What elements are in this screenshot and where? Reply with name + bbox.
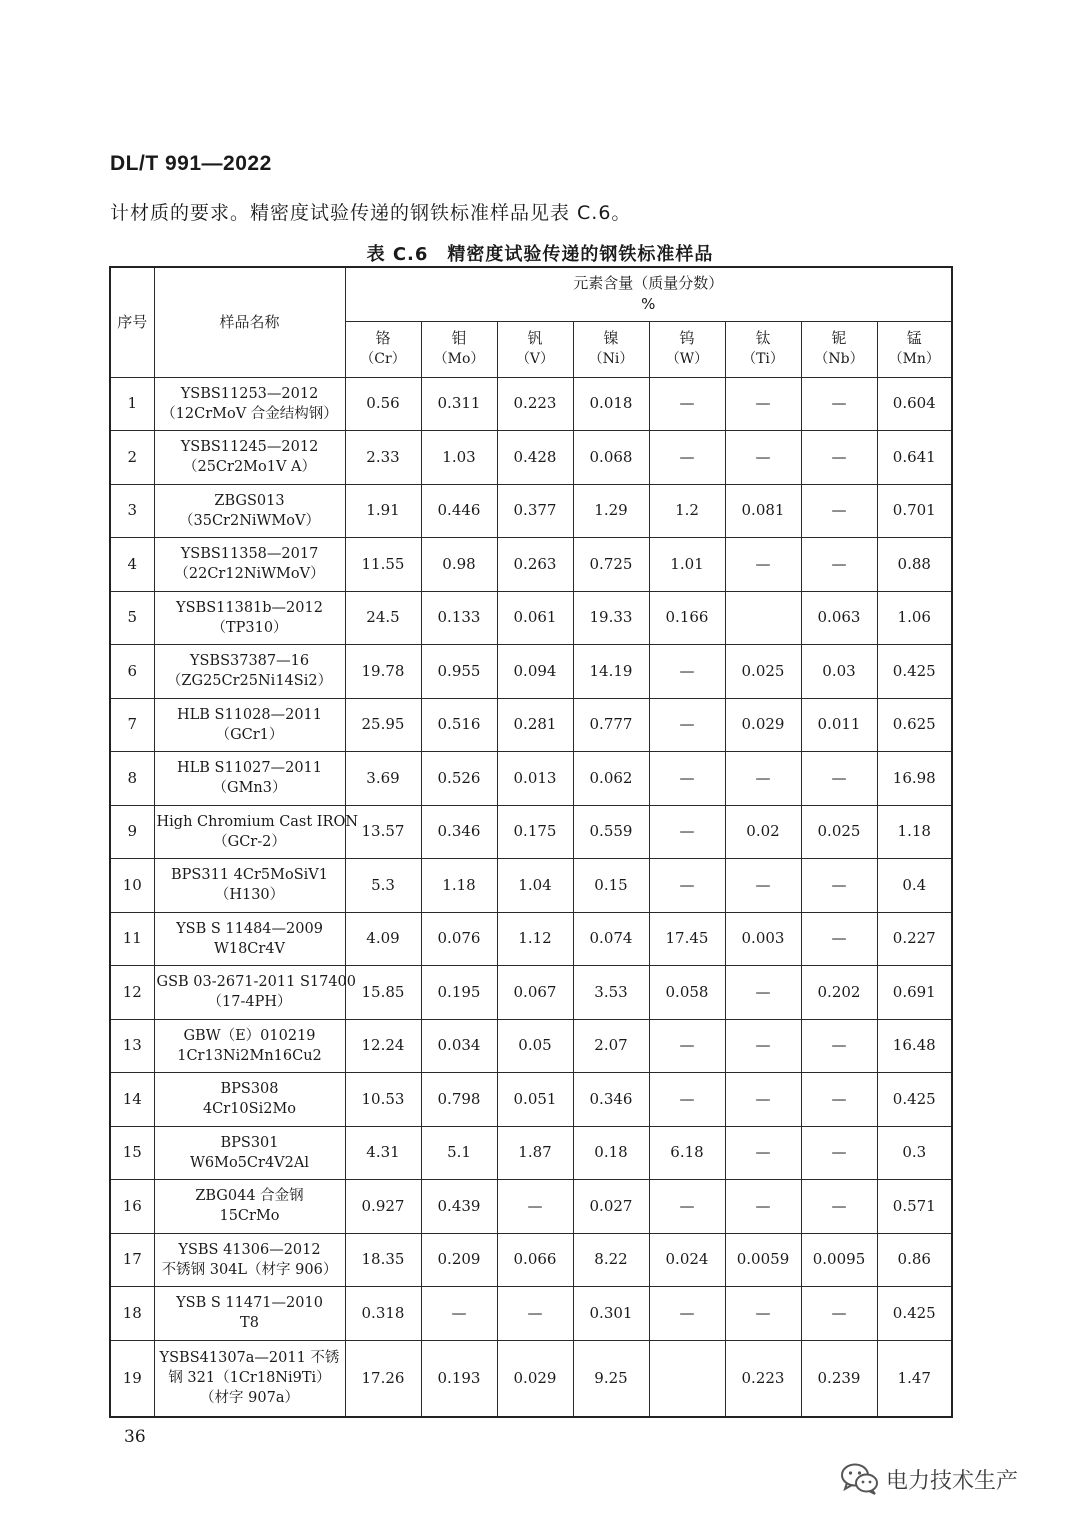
row-value: 17.26: [345, 1340, 421, 1417]
row-value: 0.05: [497, 1019, 573, 1073]
row-value: —: [725, 1073, 801, 1127]
row-value: 11.55: [345, 538, 421, 592]
row-value: 3.69: [345, 752, 421, 806]
row-sample-name: [154, 1180, 345, 1234]
sample-name-line: YSB S 11484—2009: [176, 920, 323, 937]
row-value: 0.011: [801, 698, 877, 752]
row-value: 1.18: [877, 805, 952, 859]
row-value: 0.223: [725, 1340, 801, 1417]
row-value: 0.4: [877, 859, 952, 913]
element-symbol: （Mo）: [433, 351, 485, 367]
sample-name-line: （22Cr12NiWMoV）: [174, 566, 325, 583]
sample-name-line: HLB S11027—2011: [177, 760, 322, 777]
row-value: 0.428: [497, 431, 573, 485]
header-element-content-unit: %: [641, 295, 656, 314]
row-value: 0.018: [573, 377, 649, 431]
element-name: 锰: [906, 329, 922, 347]
row-sample-name: [154, 1233, 345, 1287]
sample-name-line: BPS311 4Cr5MoSiV1: [171, 867, 328, 884]
element-name: 铌: [831, 329, 847, 347]
sample-name-line: BPS301: [220, 1134, 279, 1151]
row-value: 1.47: [877, 1340, 952, 1417]
row-value: 2.07: [573, 1019, 649, 1073]
header-element-content-title: 元素含量（质量分数）: [573, 274, 724, 293]
row-value: —: [497, 1287, 573, 1341]
row-value: —: [801, 484, 877, 538]
row-value: 0.439: [421, 1180, 497, 1234]
row-value: 0.88: [877, 538, 952, 592]
row-value: —: [725, 1180, 801, 1234]
row-value: 4.09: [345, 912, 421, 966]
sample-name-line: （ZG25Cr25Ni14Si2）: [166, 673, 333, 690]
row-seq: 18: [110, 1287, 154, 1341]
row-value: 0.027: [573, 1180, 649, 1234]
row-value: —: [725, 538, 801, 592]
row-value: 16.98: [877, 752, 952, 806]
row-value: 0.625: [877, 698, 952, 752]
sample-name-line: W18Cr4V: [213, 940, 286, 957]
row-value: 0.029: [725, 698, 801, 752]
row-seq: 8: [110, 752, 154, 806]
row-value: 0.98: [421, 538, 497, 592]
table-row: [110, 431, 952, 485]
row-value: 0.223: [497, 377, 573, 431]
row-value: 0.798: [421, 1073, 497, 1127]
row-sample-name: [154, 1126, 345, 1180]
row-value: 0.003: [725, 912, 801, 966]
row-value: 0.094: [497, 645, 573, 699]
row-value: 0.024: [649, 1233, 725, 1287]
row-value: —: [649, 431, 725, 485]
row-value: 8.22: [573, 1233, 649, 1287]
row-sample-name: [154, 859, 345, 913]
table-row: [110, 1233, 952, 1287]
row-value: 0.725: [573, 538, 649, 592]
row-value: 0.202: [801, 966, 877, 1020]
sample-name-line: BPS308: [220, 1081, 279, 1098]
row-value: 0.068: [573, 431, 649, 485]
row-value: 9.25: [573, 1340, 649, 1417]
sample-name-line: 15CrMo: [219, 1208, 280, 1225]
table-row: [110, 912, 952, 966]
row-sample-name: [154, 591, 345, 645]
table-row: [110, 805, 952, 859]
row-value: 0.777: [573, 698, 649, 752]
row-seq: 7: [110, 698, 154, 752]
row-value: 0.927: [345, 1180, 421, 1234]
row-value: —: [725, 1019, 801, 1073]
element-name: 钛: [755, 329, 771, 347]
row-value: 0.193: [421, 1340, 497, 1417]
row-value: 0.0095: [801, 1233, 877, 1287]
table-row: [110, 591, 952, 645]
table-row: [110, 966, 952, 1020]
sample-name-line: T8: [240, 1315, 259, 1332]
row-value: 0.377: [497, 484, 573, 538]
row-value: 0.559: [573, 805, 649, 859]
row-value: 0.02: [725, 805, 801, 859]
row-value: —: [725, 1126, 801, 1180]
row-sample-name: [154, 966, 357, 1020]
row-value: 5.1: [421, 1126, 497, 1180]
sample-name-line: ZBGS013: [214, 492, 285, 509]
row-value: 1.29: [573, 484, 649, 538]
row-value: 0.074: [573, 912, 649, 966]
document-code: DL/T 991—2022: [110, 152, 272, 175]
header-element-7: [877, 321, 952, 377]
header-element-content: [345, 267, 952, 321]
row-value: 0.058: [649, 966, 725, 1020]
sample-name-line: YSBS11253—2012: [180, 385, 319, 402]
table-row: [110, 1340, 952, 1417]
row-seq: 3: [110, 484, 154, 538]
intro-paragraph: 计材质的要求。精密度试验传递的钢铁标准样品见表 C.6。: [110, 202, 632, 224]
row-value: 17.45: [649, 912, 725, 966]
element-symbol: （Ni）: [588, 351, 634, 367]
row-value: —: [801, 538, 877, 592]
row-sample-name: [154, 645, 345, 699]
row-value: 0.311: [421, 377, 497, 431]
header-seq: 序号: [110, 267, 154, 377]
row-value: —: [801, 1019, 877, 1073]
row-value: [649, 1340, 725, 1417]
row-value: —: [649, 859, 725, 913]
row-value: —: [801, 377, 877, 431]
row-value: 0.166: [649, 591, 725, 645]
row-value: 0.0059: [725, 1233, 801, 1287]
header-element-4: [649, 321, 725, 377]
watermark-text: 电力技术生产: [886, 1468, 1019, 1494]
row-seq: 13: [110, 1019, 154, 1073]
row-value: —: [649, 1287, 725, 1341]
sample-name-line: 4Cr10Si2Mo: [202, 1101, 297, 1118]
row-sample-name: [154, 1019, 345, 1073]
row-seq: 11: [110, 912, 154, 966]
row-value: —: [421, 1287, 497, 1341]
row-value: —: [801, 1126, 877, 1180]
row-value: 0.3: [877, 1126, 952, 1180]
table-row: [110, 377, 952, 431]
row-value: 1.06: [877, 591, 952, 645]
row-value: 14.19: [573, 645, 649, 699]
row-value: 19.33: [573, 591, 649, 645]
row-value: 0.029: [497, 1340, 573, 1417]
row-sample-name: [154, 431, 345, 485]
row-value: 25.95: [345, 698, 421, 752]
table-row: [110, 484, 952, 538]
row-value: —: [801, 859, 877, 913]
row-seq: 1: [110, 377, 154, 431]
row-value: 12.24: [345, 1019, 421, 1073]
row-value: —: [649, 1073, 725, 1127]
sample-name-line: ZBG044 合金钢: [195, 1188, 304, 1205]
row-value: —: [497, 1180, 573, 1234]
sample-name-line: （TP310）: [211, 619, 288, 636]
row-value: 0.034: [421, 1019, 497, 1073]
row-value: —: [801, 752, 877, 806]
sample-name-line: GSB 03-2671-2011 S17400: [156, 974, 357, 991]
sample-name-line: （12CrMoV 合金结构钢）: [161, 405, 338, 422]
watermark: [840, 1462, 1018, 1496]
row-value: 0.133: [421, 591, 497, 645]
row-value: 0.691: [877, 966, 952, 1020]
row-seq: 9: [110, 805, 154, 859]
sample-name-line: High Chromium Cast IRON: [156, 813, 359, 830]
row-value: 0.301: [573, 1287, 649, 1341]
row-value: 1.03: [421, 431, 497, 485]
row-value: 0.571: [877, 1180, 952, 1234]
row-value: 0.425: [877, 1073, 952, 1127]
row-value: —: [801, 1287, 877, 1341]
row-value: 1.04: [497, 859, 573, 913]
row-value: —: [649, 752, 725, 806]
table-row: [110, 538, 952, 592]
row-value: 0.526: [421, 752, 497, 806]
row-value: 0.425: [877, 645, 952, 699]
row-value: 1.87: [497, 1126, 573, 1180]
sample-name-line: HLB S11028—2011: [177, 706, 322, 723]
row-value: 0.025: [725, 645, 801, 699]
sample-name-line: W6Mo5Cr4V2Al: [190, 1154, 309, 1171]
standard-samples-table: [109, 266, 953, 1418]
row-value: 0.346: [421, 805, 497, 859]
row-sample-name: [154, 752, 345, 806]
row-value: 15.85: [345, 966, 421, 1020]
row-value: 0.03: [801, 645, 877, 699]
table-row: [110, 1073, 952, 1127]
row-value: 0.516: [421, 698, 497, 752]
row-seq: 16: [110, 1180, 154, 1234]
row-seq: 14: [110, 1073, 154, 1127]
element-name: 铬: [375, 329, 391, 347]
sample-name-line: GBW（E）010219: [183, 1027, 316, 1044]
row-value: 1.01: [649, 538, 725, 592]
row-value: 0.025: [801, 805, 877, 859]
row-value: —: [649, 645, 725, 699]
row-value: 0.076: [421, 912, 497, 966]
table-row: [110, 859, 952, 913]
row-sample-name: [154, 805, 359, 859]
row-value: 19.78: [345, 645, 421, 699]
sample-name-line: 1Cr13Ni2Mn16Cu2: [177, 1047, 322, 1064]
row-value: 0.066: [497, 1233, 573, 1287]
row-value: 0.062: [573, 752, 649, 806]
row-value: —: [649, 698, 725, 752]
row-value: 6.18: [649, 1126, 725, 1180]
header-element-3: [573, 321, 649, 377]
row-value: —: [725, 1287, 801, 1341]
table-row: [110, 752, 952, 806]
row-seq: 17: [110, 1233, 154, 1287]
row-value: 10.53: [345, 1073, 421, 1127]
row-value: —: [725, 752, 801, 806]
sample-name-line: （GCr1）: [215, 726, 284, 743]
element-name: 钒: [527, 329, 543, 347]
row-sample-name: [154, 1340, 345, 1417]
row-value: 13.57: [345, 805, 421, 859]
table-body: [110, 377, 952, 1417]
sample-name-line: （35Cr2NiWMoV）: [179, 512, 320, 529]
row-value: —: [801, 431, 877, 485]
row-value: 0.318: [345, 1287, 421, 1341]
row-sample-name: [154, 484, 345, 538]
table-row: [110, 1126, 952, 1180]
row-sample-name: [154, 1287, 345, 1341]
row-value: 0.063: [801, 591, 877, 645]
row-seq: 4: [110, 538, 154, 592]
row-value: 16.48: [877, 1019, 952, 1073]
sample-name-line: YSB S 11471—2010: [176, 1295, 323, 1312]
table-row: [110, 698, 952, 752]
sample-name-line: （17-4PH）: [207, 994, 292, 1011]
table-row: [110, 1180, 952, 1234]
row-value: 5.3: [345, 859, 421, 913]
row-value: 0.175: [497, 805, 573, 859]
sample-name-line: （材字 907a）: [200, 1390, 299, 1407]
row-value: 0.86: [877, 1233, 952, 1287]
row-value: 0.227: [877, 912, 952, 966]
sample-name-line: YSBS11381b—2012: [176, 599, 323, 616]
row-seq: 6: [110, 645, 154, 699]
element-symbol: （V）: [515, 351, 555, 367]
wechat-icon: [840, 1462, 880, 1496]
row-value: 0.263: [497, 538, 573, 592]
row-value: —: [649, 805, 725, 859]
row-value: —: [801, 1180, 877, 1234]
sample-name-line: （GCr-2）: [213, 833, 286, 850]
row-sample-name: [154, 698, 345, 752]
row-value: [725, 591, 801, 645]
row-value: 4.31: [345, 1126, 421, 1180]
row-value: 3.53: [573, 966, 649, 1020]
row-seq: 10: [110, 859, 154, 913]
header-element-6: [801, 321, 877, 377]
row-value: —: [801, 1073, 877, 1127]
table-row: [110, 645, 952, 699]
row-value: 18.35: [345, 1233, 421, 1287]
row-value: 0.051: [497, 1073, 573, 1127]
row-value: 0.346: [573, 1073, 649, 1127]
row-sample-name: [154, 1073, 345, 1127]
row-value: 0.955: [421, 645, 497, 699]
row-value: 0.013: [497, 752, 573, 806]
sample-name-line: YSBS 41306—2012: [178, 1241, 321, 1258]
row-value: 0.701: [877, 484, 952, 538]
sample-name-line: YSBS41307a—2011 不锈: [159, 1350, 340, 1367]
table-row: [110, 1019, 952, 1073]
row-value: —: [649, 377, 725, 431]
element-name: 钼: [451, 329, 467, 347]
row-seq: 15: [110, 1126, 154, 1180]
row-value: —: [725, 377, 801, 431]
row-value: 2.33: [345, 431, 421, 485]
row-seq: 19: [110, 1340, 154, 1417]
element-name: 钨: [679, 329, 695, 347]
row-value: —: [649, 1180, 725, 1234]
sample-name-line: YSBS11358—2017: [180, 546, 319, 563]
row-value: 0.446: [421, 484, 497, 538]
element-symbol: （Ti）: [742, 351, 784, 367]
row-value: 1.12: [497, 912, 573, 966]
element-symbol: （W）: [665, 351, 709, 367]
row-sample-name: [154, 538, 345, 592]
sample-name-line: 钢 321（1Cr18Ni9Ti）: [168, 1370, 331, 1387]
table-title: 表 C.6 精密度试验传递的钢铁标准样品: [366, 244, 714, 265]
row-value: 0.18: [573, 1126, 649, 1180]
row-value: 1.91: [345, 484, 421, 538]
row-sample-name: [154, 377, 345, 431]
element-symbol: （Mn）: [888, 351, 940, 367]
sample-name-line: YSBS11245—2012: [180, 439, 319, 456]
row-value: 0.061: [497, 591, 573, 645]
element-name: 镍: [603, 329, 619, 347]
row-value: 0.281: [497, 698, 573, 752]
row-value: 0.067: [497, 966, 573, 1020]
table-row: [110, 1287, 952, 1341]
row-value: 0.56: [345, 377, 421, 431]
sample-name-line: 不锈钢 304L（材字 906）: [161, 1261, 338, 1278]
row-value: 24.5: [345, 591, 421, 645]
row-value: 0.195: [421, 966, 497, 1020]
row-value: —: [725, 431, 801, 485]
row-value: 0.209: [421, 1233, 497, 1287]
row-seq: 2: [110, 431, 154, 485]
page-number: 36: [124, 1427, 146, 1447]
header-element-5: [725, 321, 801, 377]
element-symbol: （Nb）: [814, 351, 864, 367]
row-sample-name: [154, 912, 345, 966]
row-value: 1.18: [421, 859, 497, 913]
row-value: 0.425: [877, 1287, 952, 1341]
row-value: 0.081: [725, 484, 801, 538]
row-value: 0.15: [573, 859, 649, 913]
row-value: —: [649, 1019, 725, 1073]
sample-name-line: （H130）: [214, 887, 285, 904]
sample-name-line: （25Cr2Mo1V A）: [182, 459, 317, 476]
sample-name-line: YSBS37387—16: [189, 653, 310, 670]
row-value: 0.239: [801, 1340, 877, 1417]
row-value: —: [801, 912, 877, 966]
header-element-2: [497, 321, 573, 377]
sample-name-line: （GMn3）: [212, 780, 287, 797]
header-element-1: [421, 321, 497, 377]
header-sample-name: 样品名称: [154, 267, 345, 377]
row-value: —: [725, 966, 801, 1020]
row-value: 1.2: [649, 484, 725, 538]
row-value: —: [725, 859, 801, 913]
row-value: 0.641: [877, 431, 952, 485]
row-seq: 12: [110, 966, 154, 1020]
row-value: 0.604: [877, 377, 952, 431]
element-symbol: （Cr）: [360, 351, 406, 367]
row-seq: 5: [110, 591, 154, 645]
header-element-0: [345, 321, 421, 377]
